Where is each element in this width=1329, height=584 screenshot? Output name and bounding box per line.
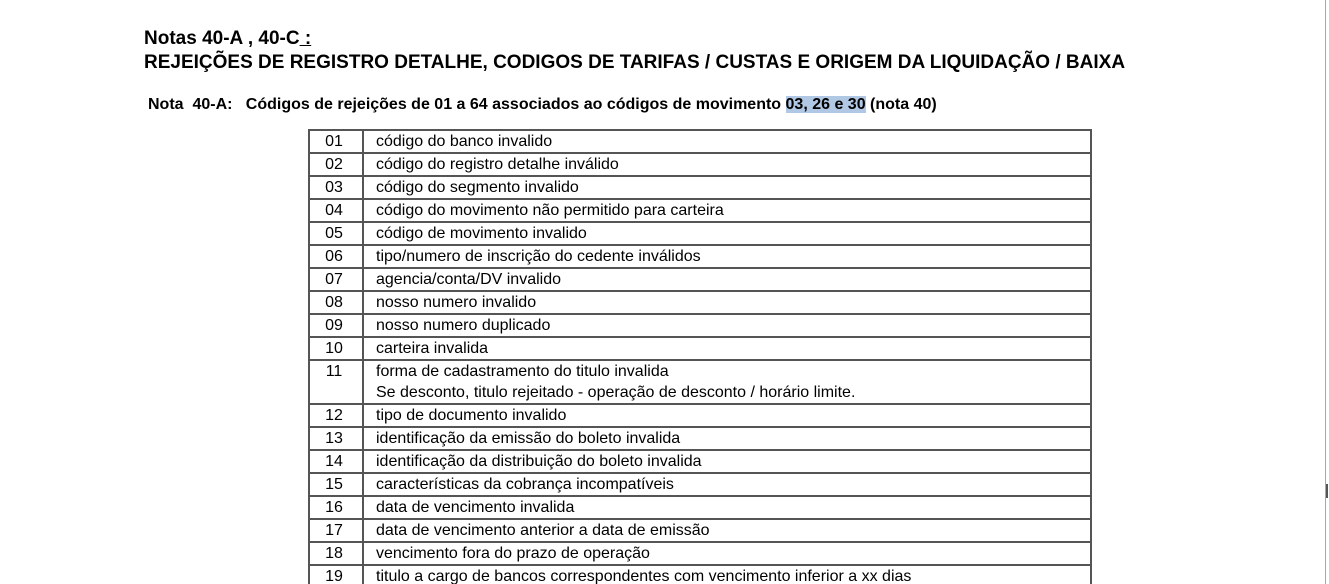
rejection-description-text: carteira invalida	[376, 340, 489, 357]
table-row	[309, 450, 1091, 473]
rejection-code: 02	[309, 153, 363, 176]
rejection-description	[363, 337, 1091, 360]
table-row	[309, 130, 1091, 153]
rejection-code: 18	[309, 542, 363, 565]
scroll-marker	[1326, 484, 1328, 498]
rejection-code: 19	[309, 565, 363, 584]
rejection-code: 12	[309, 404, 363, 427]
note-40a-heading	[148, 94, 937, 116]
rejection-description	[363, 450, 1091, 473]
rejection-codes-body	[309, 130, 1091, 584]
rejection-description-text: tipo/numero de inscrição do cedente inválidos	[376, 248, 701, 265]
highlighted-movement-codes[interactable]: 03, 26 e 30	[785, 96, 866, 113]
table-row	[309, 314, 1091, 337]
rejection-description	[363, 130, 1091, 153]
rejection-description	[363, 222, 1091, 245]
rejection-description	[363, 291, 1091, 314]
table-row	[309, 222, 1091, 245]
rejection-description	[363, 519, 1091, 542]
rejection-description-text: vencimento fora do prazo de operação	[376, 545, 650, 562]
table-row	[309, 245, 1091, 268]
rejection-description-text: nosso numero invalido	[376, 294, 537, 311]
note-40a-suffix: (nota 40)	[865, 96, 937, 113]
table-row	[309, 153, 1091, 176]
rejection-description-text: agencia/conta/DV invalido	[376, 271, 562, 288]
table-row	[309, 427, 1091, 450]
rejection-description-text: código de movimento invalido	[376, 225, 587, 242]
rejection-description-text: forma de cadastramento do titulo invalida	[376, 363, 669, 380]
rejection-code: 03	[309, 176, 363, 199]
notes-title-text: Notas 40-A , 40-C	[144, 28, 300, 49]
rejection-description-text: características da cobrança incompatíveis	[376, 476, 674, 493]
rejection-description-text: tipo de documento invalido	[376, 407, 567, 424]
rejection-code: 06	[309, 245, 363, 268]
rejection-description-text: identificação da emissão do boleto invalida	[376, 430, 681, 447]
notes-title-colon: :	[299, 28, 312, 49]
notes-title	[144, 27, 1125, 51]
rejection-description	[363, 542, 1091, 565]
rejection-code: 10	[309, 337, 363, 360]
notes-heading	[144, 27, 1125, 75]
rejection-code: 13	[309, 427, 363, 450]
rejection-code: 08	[309, 291, 363, 314]
rejection-description	[363, 565, 1091, 584]
rejection-description	[363, 427, 1091, 450]
rejection-description-text: nosso numero duplicado	[376, 317, 551, 334]
rejection-description-text: titulo a cargo de bancos correspondentes com vencimento inferior a xx dias	[376, 568, 912, 584]
rejection-description-text: código do registro detalhe inválido	[376, 156, 619, 173]
rejection-description	[363, 268, 1091, 291]
rejection-code: 16	[309, 496, 363, 519]
table-row	[309, 404, 1091, 427]
rejection-description	[363, 153, 1091, 176]
rejection-code: 14	[309, 450, 363, 473]
rejection-description	[363, 245, 1091, 268]
rejection-code: 05	[309, 222, 363, 245]
table-row	[309, 176, 1091, 199]
rejection-description	[363, 496, 1091, 519]
rejection-description-text: data de vencimento anterior a data de emissão	[376, 522, 710, 539]
page-right-edge	[1325, 0, 1329, 584]
table-row	[309, 496, 1091, 519]
rejection-description-note: Se desconto, titulo rejeitado - operação de desconto / horário limite.	[376, 384, 856, 401]
rejection-code: 01	[309, 130, 363, 153]
rejection-description-text: código do banco invalido	[376, 133, 553, 150]
rejection-description-text: identificação da distribuição do boleto invalida	[376, 453, 702, 470]
table-row	[309, 565, 1091, 584]
rejection-code: 09	[309, 314, 363, 337]
rejection-code: 15	[309, 473, 363, 496]
table-row	[309, 519, 1091, 542]
rejection-code: 04	[309, 199, 363, 222]
rejection-description-text: data de vencimento invalida	[376, 499, 575, 516]
rejection-code: 11	[309, 360, 363, 404]
note-40a-prefix: Nota 40-A: Códigos de rejeições de 01 a 64 associados ao códigos de movimento	[148, 96, 786, 113]
rejection-description	[363, 199, 1091, 222]
table-row	[309, 360, 1091, 404]
rejection-description-text: código do movimento não permitido para carteira	[376, 202, 724, 219]
rejection-description	[363, 360, 1091, 404]
table-row	[309, 199, 1091, 222]
rejection-codes-table	[308, 129, 1092, 584]
table-row	[309, 473, 1091, 496]
notes-subtitle: REJEIÇÕES DE REGISTRO DETALHE, CODIGOS DE TARIFAS / CUSTAS E ORIGEM DA LIQUIDAÇÃO / BAIXA	[144, 52, 1126, 73]
table-row	[309, 268, 1091, 291]
rejection-description-text: código do segmento invalido	[376, 179, 579, 196]
table-row	[309, 291, 1091, 314]
table-row	[309, 542, 1091, 565]
rejection-description	[363, 314, 1091, 337]
rejection-description	[363, 176, 1091, 199]
rejection-code: 17	[309, 519, 363, 542]
rejection-description	[363, 404, 1091, 427]
rejection-code: 07	[309, 268, 363, 291]
rejection-description	[363, 473, 1091, 496]
table-row	[309, 337, 1091, 360]
